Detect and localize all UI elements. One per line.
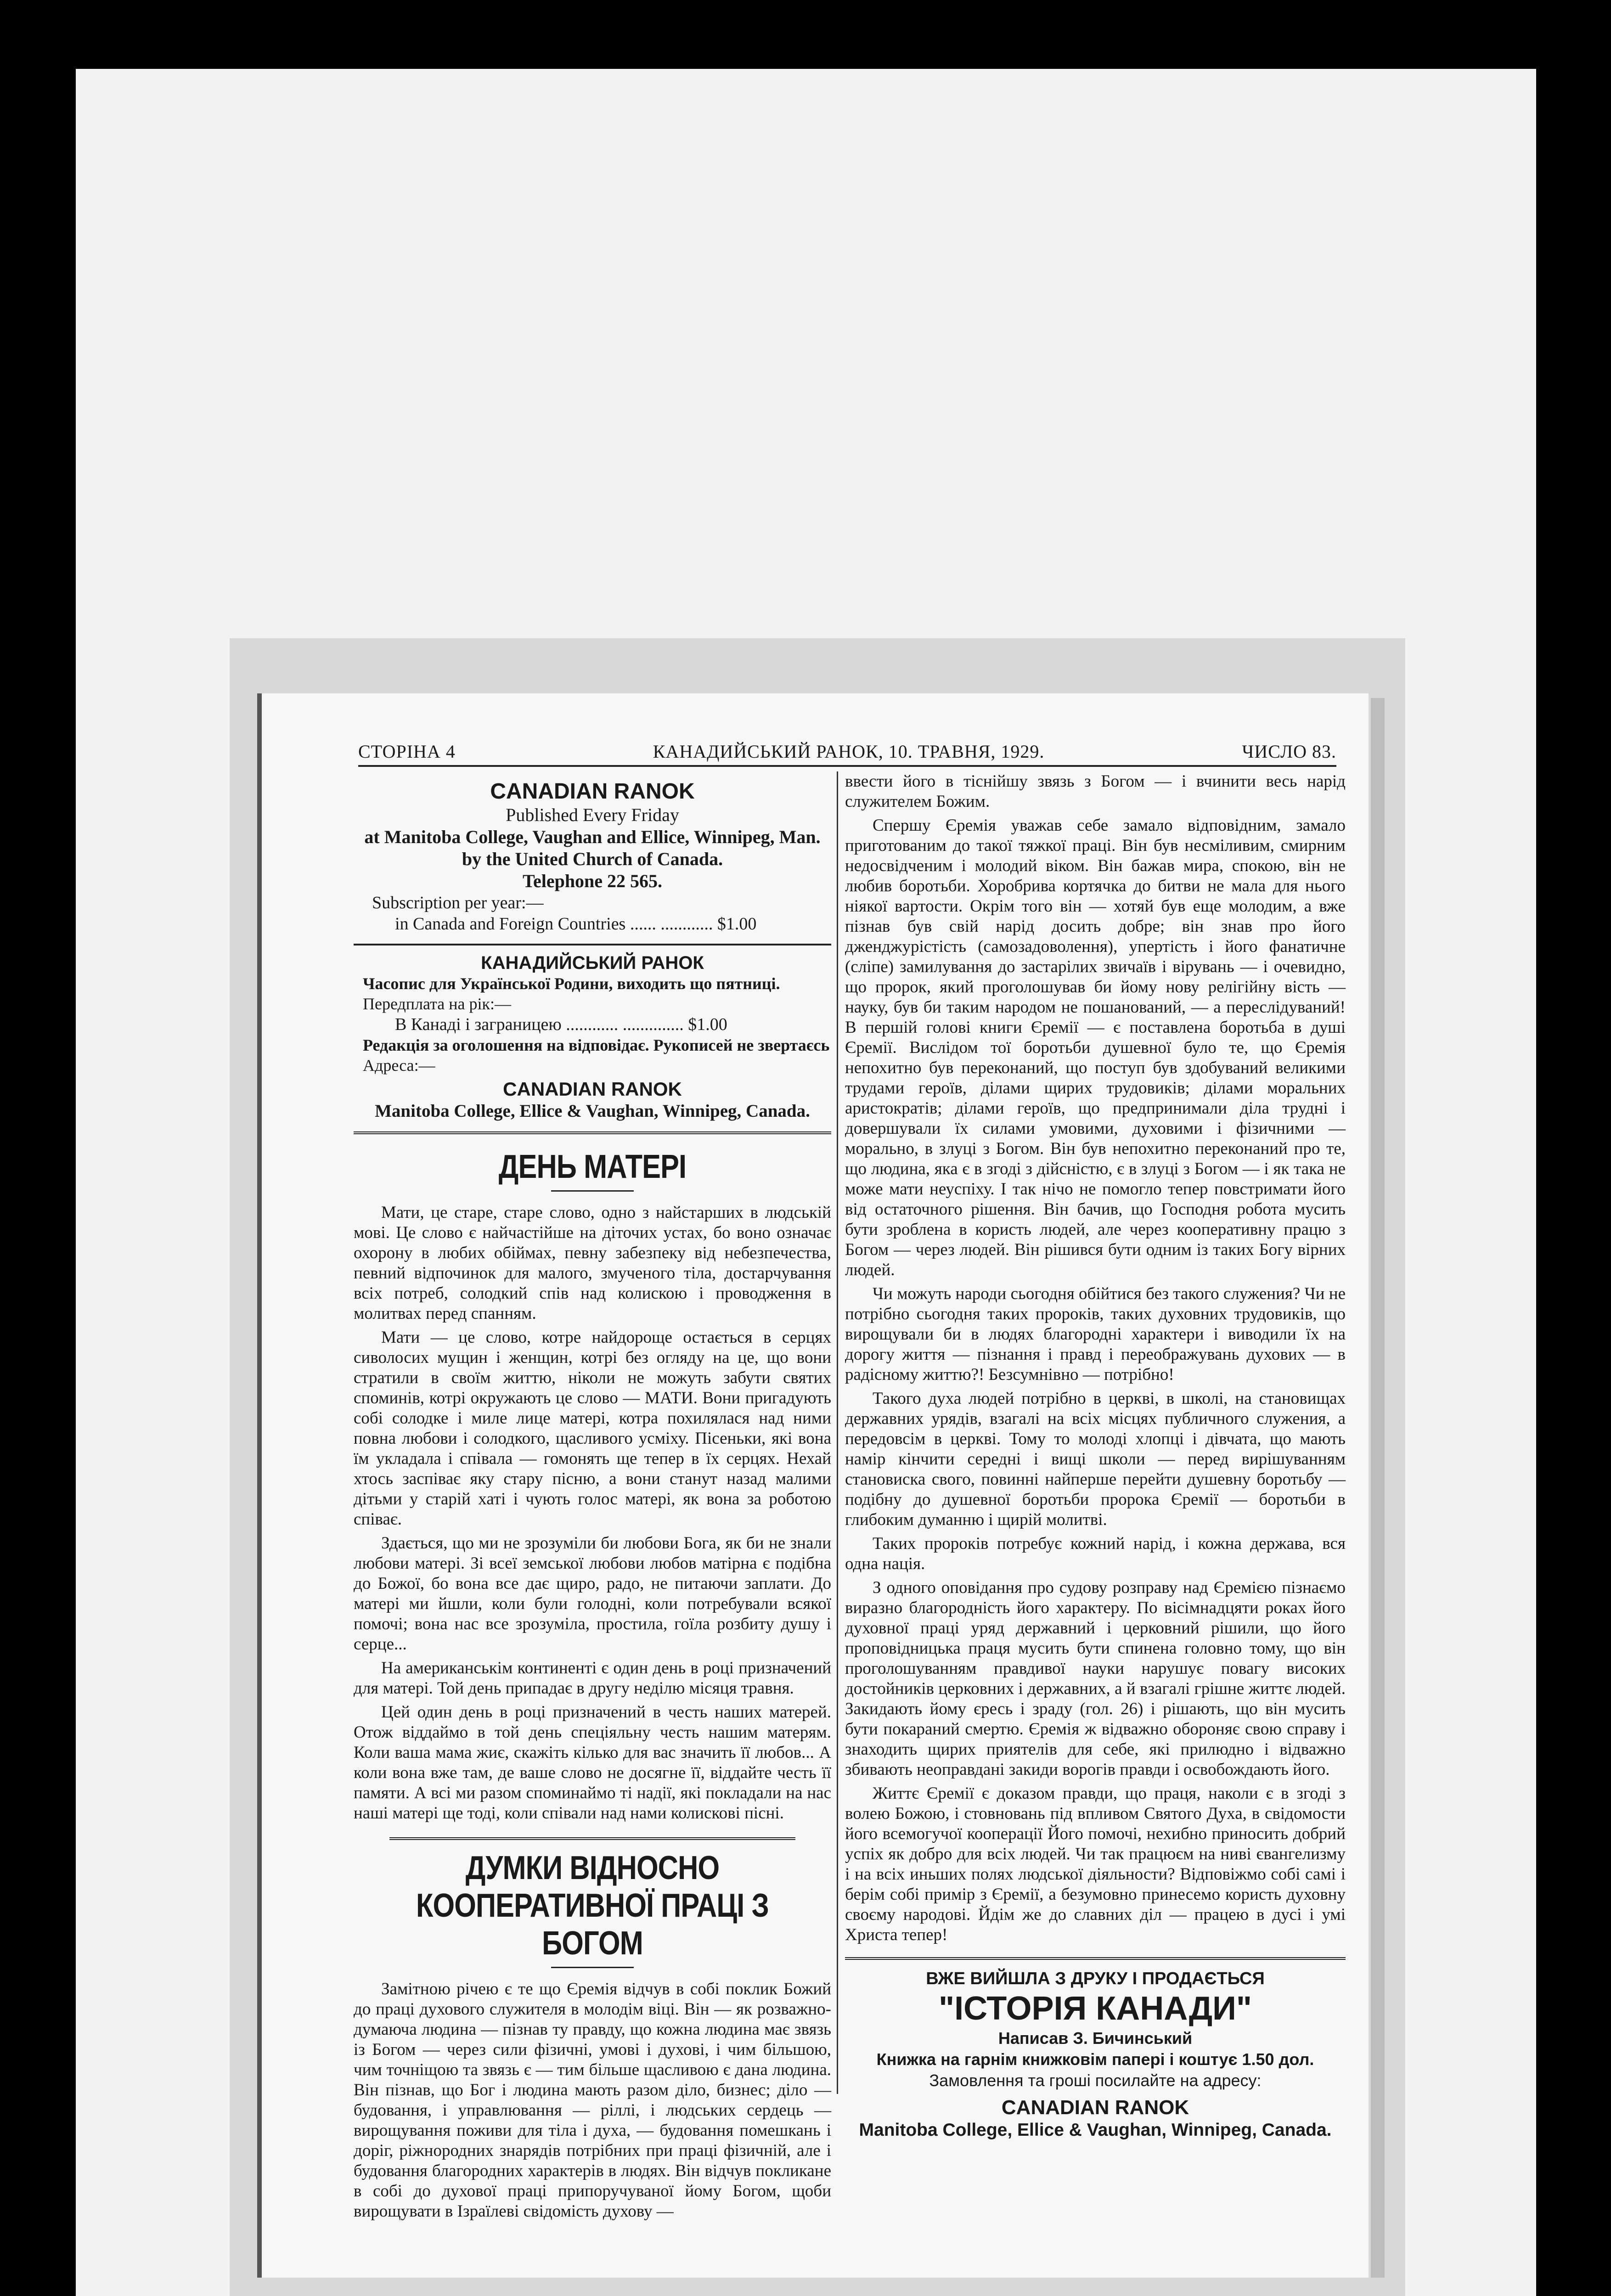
article2-continued-paragraph: Чи можуть народи сьогодня обійтися без такого служения? Чи не потрібно сьогодня таких пророків, таких духовних трудовиків, що вирощували би в людях благородні характери і виводили їх на дорогу життя — пізнання і правд і переображувань духових — в радісному життю?! Безсумнівно — потрібно!: [845, 1284, 1346, 1384]
ad-order-line: Замовлення та гроші посилайте на адресу:: [929, 2071, 1262, 2090]
masthead-address2: by the United Church of Canada.: [462, 849, 723, 869]
page-edge: [1371, 698, 1385, 2278]
ad-book-title: "ІСТОРІЯ КАНАДИ": [938, 1990, 1252, 2027]
ukr-masthead-subtitle: Часопис для Української Родини, виходить що пятниці.: [363, 974, 780, 993]
ad-author: Написав З. Бичинський: [998, 2029, 1193, 2048]
ukr-price-line: В Канаді і заграницею ............ .............. $1.00: [395, 1015, 727, 1034]
ukr-editorial-note: Редакція за оголошення на відповідає. Рукописей не звертаєсь: [363, 1036, 830, 1054]
article1-paragraph: Цей один день в році призначений в честь наших матерей. Отож віддаймо в той день спеціяльну честь нашим матерям. Коли ваша мама жиє, скажіть кілько для вас значить її любов... А коли вона вже там, де ваше слово не досягне її, віддайте честь її памяти. А всі ми разом споминаймо ті надії, які покладали на нас наші матері ще тоді, коли співали над нами колискові пісні.: [354, 1703, 831, 1823]
article1-paragraph: Мати, це старе, старе слово, одно з найстарших в людській мові. Це слово є найчастійше на діточих устах, бо воно означає охорону в любих обіймах, певну забезпеку від небезпечества, певний відпочинок для малого, змученого тіла, достарчування всіх потреб, солодкий спів над колискою і проводження в молитвах перед спанням.: [354, 1203, 831, 1323]
ad-top-line: ВЖЕ ВИЙШЛА З ДРУКУ І ПРОДАЄТЬСЯ: [926, 1969, 1265, 1988]
article1-paragraph: Здається, що ми не зрозуміли би любови Бога, як би не знали любови матері. Зі всеї земської любови любов матірна є подібна до Божої, бо вона все дає щиро, радо, не питаючи заплати. До матері ми йшли, коли були голодні, коли потребували всякої помочі; вона нас все зрозуміла, простила, гоїла розбиту душу і серце...: [354, 1534, 831, 1654]
article1-headline: ДЕНЬ МАТЕРІ: [498, 1148, 687, 1185]
ad-publisher-address: Manitoba College, Ellice & Vaughan, Winnipeg, Canada.: [859, 2120, 1332, 2140]
page-number: СТОРІНА 4: [358, 741, 456, 762]
masthead-title: CANADIAN RANOK: [490, 779, 695, 804]
ad-publisher-name: CANADIAN RANOK: [1001, 2096, 1189, 2119]
ukr-prepay: Передплата на рік:—: [363, 995, 511, 1013]
masthead-address1: at Manitoba College, Vaughan and Ellice, Winnipeg, Man.: [364, 827, 821, 847]
article2-continued-paragraph: Таких пророків потребує кожний нарід, і кожна держава, вся одна нація.: [845, 1534, 1346, 1573]
article2-continued-paragraph: Спершу Єремія уважав себе замало відповідним, замало приготованим до такої тяжкої праці. Він був несміливим, смирним недосвідченим і молодий віком. Він бажав мира, спокою, він не любив боротьби. Хоробрива кортячка до битви не мала для нього ніякої вартости. Окрім того він — хотяй був еще молодим, а вже пізнав був свій нарід досить добре; він знав про його дженджурістість (самозадоволення), упертість і його фанатичне (сліпе) замилування до застарілих звичаїв і вірувань — і очевидно, що пророк, який проголошував би йому нову релігійну вість — науку, був би таким народом не пошанований, — а переслідуваний! В першій голові книги Єремії — є поставлена боротьба в душі Єремії. Вислідом тої боротьби душевної було те, що Єремія непохитно був переконаний, що поступ був здобуваний великими трудами героїв, ділами щирих трудовиків; ділами моральних аристократів; ділами героїв, що предпринимали діла трудні і довершували їх силами умовими, духовими і фізичними — морально, в злуці з Богом. Він був непохитно переконаний про те, що людина, яка є в згоді з дійсністю, є в злуці з Богом — і як така не може мати неуспіху. І так нічо не помогло тепер повстримати його від остаточного рішення. Він бачив, що Господня робота мусить бути зроблена в користь людей, але через кооперативну працю з Богом — через людей. Він рішився бути одним із таких Богу вірних людей.: [845, 816, 1346, 1279]
ad-details: Книжка на гарнім книжковім папері і коштує 1.50 дол.: [876, 2050, 1314, 2069]
ukr-masthead-address: Manitoba College, Ellice & Vaughan, Winnipeg, Canada.: [375, 1101, 810, 1121]
article2-continued-paragraph: Такого духа людей потрібно в церкві, в школі, на становищах державних урядів, взагалі на всіх місцях публичного служения, а передовсім в церкві. Тому то молоді хлопці і дівчата, що мають намір кінчити середні і вищі школи — перед вирішуванням становиска свого, повинні найперше перейти душевну боротьбу — подібну до душевної боротьби пророка Єремії — боротьби в глибоким думанню і щирій молитві.: [845, 1389, 1346, 1529]
masthead-published: Published Every Friday: [506, 805, 679, 825]
headline-rule: [551, 1967, 634, 1968]
article2-continued-paragraph: Життє Єремії є доказом правди, що праця, наколи є в згоді з волею Божою, і стовновань під впливом Святого Духа, в свідомости його всемогучої кооперації Його помочі, нехибно приносить добрий успіх як добро для всіх людей. Чи так працюєм на ниві євангелизму і на всіх иньших полях людської діяльности? Відповіжмо собі самі і берім собі примір з Єремії, а безумовно принесемо користь духовну своєму народові. Йдім же до славних діл — працею в дусі і умі Христа тепер!: [845, 1784, 1346, 1944]
article1-paragraph: Мати — це слово, котре найдороще остається в серцях сиволосих мущин і женщин, котрі без огляду на це, що вони стратили в своїм життю, ніколи не можуть забути святих споминів, котрі окружають це слово — МАТИ. Вони пригадують собі солодке і миле лице матері, котра похилялася над ними повна любови і солодкого, щасливого усміху. Пісеньки, які вона їм укладала і співала — гомонять ще тепер в їх серцях. Нехай хтось заспіває яку стару пісню, а вони станут назад малими дітьми у старій хаті і чують голос матері, як вона за роботою співає.: [354, 1328, 831, 1529]
article1-paragraph: На американськім континенті є один день в році призначений для матері. Той день припадає в другу неділю місяця травня.: [354, 1659, 831, 1698]
headline-rule: [551, 1190, 634, 1192]
ukrainian-masthead: [354, 945, 831, 1134]
subscription-line: in Canada and Foreign Countries ...... ............ $1.00: [395, 914, 757, 934]
masthead-telephone: Telephone 22 565.: [522, 871, 663, 891]
ukr-address-label: Адреса:—: [363, 1056, 435, 1075]
running-head: [358, 730, 1336, 767]
article2-headline: ДУМКИ ВІДНОСНО КООПЕРАТИВНОЇ ПРАЦІ З БОГОМ: [389, 1837, 795, 1962]
article2-paragraph: Замітною річею є те що Єремія відчув в собі поклик Божий до праці духового служителя в молодім віці. Він — як розважно-думаюча людина — пізнав ту правду, що кожна людина має звязь із Богом — через сили фізичні, умові і духові, і чим більшою, чим точніщою та звязь є — тим більше щасливою є дана людина. Він пізнав, що Бог і людина мають разом діло, бизнес; діло — будовання, і управлювання — ріллі, і людських сердець — вирощування поживи для тіла і духа, — будовання помешкань і доріг, ріжнородних знарядів потрібних при праці фізичній, але і будовання благородних характерів в людях. Він відчув покликане в собі до духової праці припоручуваної йому Богом, щоби вирощувати в Ізраїлеві свідомість духову —: [354, 1980, 831, 2221]
newspaper-page: [257, 693, 1369, 2278]
left-column: [354, 771, 831, 2221]
article2-continued-paragraph: ввести його в тіснійшу звязь з Богом — і вчинити весь нарід служителем Божим.: [845, 772, 1346, 811]
article2-continued-paragraph: З одного оповідання про судову розправу над Єремією пізнаємо виразно благородність його характеру. По вісімнадцяти роках його духовної праці уряд державний і церковний рішили, що його проповідницька праця мусить бути спинена головно тому, що він проголошуванням правдивої науки нарушує повагу високих достойників церковних і державних, а й взагалі грішне життє людей. Закидають йому єресь і зраду (гол. 26) і рішають, що він мусить бути покараний смертю. Єремія ж відважно обороняє свою справу і знаходить щирих приятелів для себе, які прилюдно і відважно збивають неоправдані закиди ворогів правди і освобождають його.: [845, 1578, 1346, 1779]
book-advertisement: [845, 1957, 1346, 2141]
right-column: [845, 771, 1346, 2218]
issue-number: ЧИСЛО 83.: [1242, 741, 1336, 762]
column-divider: [837, 771, 838, 2094]
subscription-label: Subscription per year:—: [372, 893, 544, 912]
paper-title-date: КАНАДИЙСЬКИЙ РАНОК, 10. ТРАВНЯ, 1929.: [653, 741, 1045, 762]
english-masthead: [354, 771, 831, 945]
ukr-masthead-title: КАНАДИЙСЬКИЙ РАНОК: [481, 953, 704, 973]
ukr-masthead-name: CANADIAN RANOK: [503, 1078, 682, 1100]
